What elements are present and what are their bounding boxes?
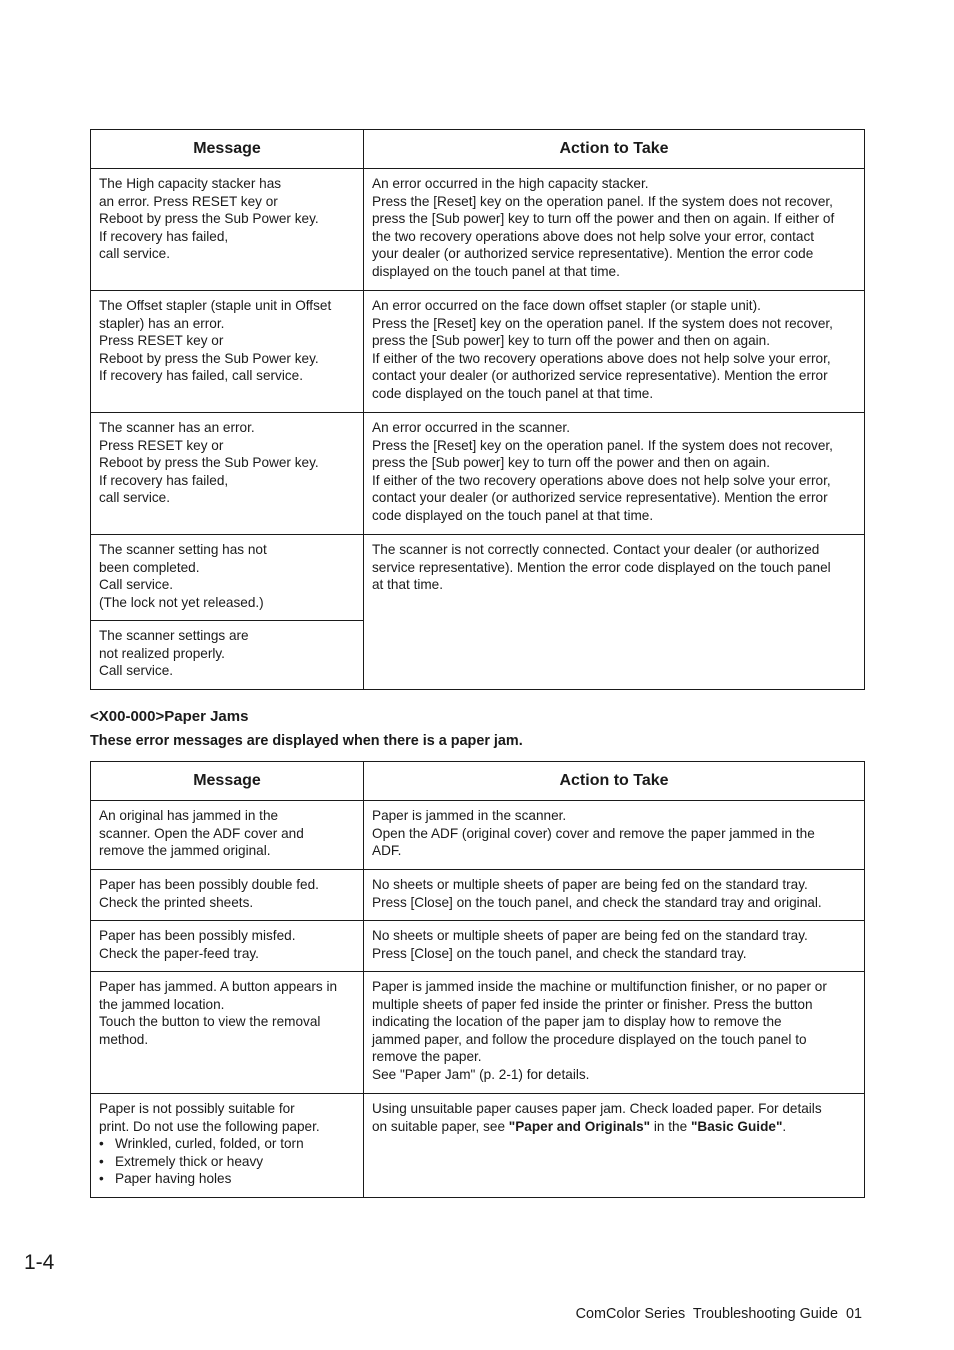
message-line: Reboot by press the Sub Power key. bbox=[99, 350, 319, 366]
table-row bbox=[91, 535, 865, 621]
action-line: contact your dealer (or authorized service representative). Mention the error bbox=[372, 368, 828, 384]
action-line: at that time. bbox=[372, 577, 444, 593]
table-header-row bbox=[91, 130, 865, 169]
action-cell bbox=[364, 535, 865, 690]
section-title: <X00-000>Paper Jams bbox=[90, 708, 249, 725]
message-line: not realized properly. bbox=[99, 645, 225, 661]
action-cell bbox=[364, 169, 865, 291]
action-line: code displayed on the touch panel at that time. bbox=[372, 507, 654, 523]
message-line: Reboot by press the Sub Power key. bbox=[99, 211, 319, 227]
action-line: If either of the two recovery operations above does not help solve your error, bbox=[372, 472, 831, 488]
table-row bbox=[91, 1094, 865, 1198]
message-cell bbox=[91, 169, 364, 291]
message-line: The High capacity stacker has bbox=[99, 176, 282, 191]
action-line: multiple sheets of paper fed inside the printer or finisher. Press the button bbox=[372, 996, 813, 1012]
table-row bbox=[91, 801, 865, 870]
message-line: Call service. bbox=[99, 577, 174, 593]
action-line: press the [Sub power] key to turn off the power and then on again. If either of bbox=[372, 211, 835, 227]
message-line: remove the jammed original. bbox=[99, 843, 271, 859]
action-text: in the bbox=[650, 1118, 691, 1134]
message-line: stapler) has an error. bbox=[99, 315, 225, 331]
action-line: your dealer (or authorized service representative). Mention the error code bbox=[372, 246, 814, 262]
action-line: Paper is jammed inside the machine or multifunction finisher, or no paper or bbox=[372, 979, 827, 994]
action-cell bbox=[364, 972, 865, 1094]
action-cell bbox=[364, 870, 865, 921]
section-description: These error messages are displayed when there is a paper jam. bbox=[90, 733, 523, 749]
message-line: The scanner setting has not bbox=[99, 542, 267, 557]
action-cell bbox=[364, 921, 865, 972]
action-line: press the [Sub power] key to turn off the power and then on again. bbox=[372, 333, 771, 349]
action-line: The scanner is not correctly connected. Contact your dealer (or authorized bbox=[372, 542, 820, 557]
action-line: press the [Sub power] key to turn off the power and then on again. bbox=[372, 455, 771, 471]
message-cell bbox=[91, 621, 364, 690]
action-line: remove the paper. bbox=[372, 1049, 482, 1065]
table-row bbox=[91, 413, 865, 535]
message-line: If recovery has failed, bbox=[99, 228, 229, 244]
column-header-message: Message bbox=[91, 130, 364, 169]
action-line: ADF. bbox=[372, 843, 402, 859]
message-line: The Offset stapler (staple unit in Offset bbox=[99, 298, 332, 313]
action-line: See "Paper Jam" (p. 2-1) for details. bbox=[372, 1066, 590, 1082]
message-cell bbox=[91, 291, 364, 413]
message-line: The scanner has an error. bbox=[99, 420, 255, 435]
message-line: If recovery has failed, bbox=[99, 472, 229, 488]
action-cell bbox=[364, 1094, 865, 1198]
page-number: 1-4 bbox=[24, 1251, 55, 1274]
action-line: If either of the two recovery operations above does not help solve your error, bbox=[372, 350, 831, 366]
message-line: method. bbox=[99, 1031, 149, 1047]
action-line: Press the [Reset] key on the operation panel. If the system does not recover, bbox=[372, 315, 833, 331]
message-line: An original has jammed in the bbox=[99, 808, 279, 823]
message-line: The scanner settings are bbox=[99, 628, 249, 643]
action-line: An error occurred on the face down offset stapler (or staple unit). bbox=[372, 298, 761, 313]
message-line: Paper has been possibly double fed. bbox=[99, 877, 319, 892]
unsuitable-paper-list bbox=[99, 1135, 356, 1188]
action-line: Press the [Reset] key on the operation panel. If the system does not recover, bbox=[372, 437, 833, 453]
action-cell bbox=[364, 413, 865, 535]
message-line: call service. bbox=[99, 246, 171, 262]
action-line: jammed paper, and follow the procedure displayed on the touch panel to bbox=[372, 1031, 807, 1047]
action-line: Press [Close] on the touch panel, and check the standard tray. bbox=[372, 945, 747, 961]
message-line: call service. bbox=[99, 490, 171, 506]
action-line: Press [Close] on the touch panel, and check the standard tray and original. bbox=[372, 894, 822, 910]
action-line: displayed on the touch panel at that time. bbox=[372, 263, 620, 279]
message-cell bbox=[91, 870, 364, 921]
footer-text: ComColor Series Troubleshooting Guide 01 bbox=[575, 1306, 862, 1322]
action-line: Open the ADF (original cover) cover and remove the paper jammed in the bbox=[372, 825, 815, 841]
action-line: indicating the location of the paper jam to display how to remove the bbox=[372, 1014, 782, 1030]
error-table bbox=[90, 129, 865, 690]
message-line: Check the printed sheets. bbox=[99, 894, 254, 910]
action-line: service representative). Mention the error code displayed on the touch panel bbox=[372, 559, 831, 575]
message-line: the jammed location. bbox=[99, 996, 225, 1012]
message-line: Touch the button to view the removal bbox=[99, 1014, 321, 1030]
message-line: Paper has been possibly misfed. bbox=[99, 928, 296, 943]
table-row bbox=[91, 870, 865, 921]
table-row bbox=[91, 921, 865, 972]
action-cell bbox=[364, 291, 865, 413]
message-line: Check the paper-feed tray. bbox=[99, 945, 259, 961]
message-cell bbox=[91, 972, 364, 1094]
column-header-action: Action to Take bbox=[364, 762, 865, 801]
table-header-row bbox=[91, 762, 865, 801]
message-line: Paper is not possibly suitable for bbox=[99, 1101, 295, 1116]
guide-reference-paper-and-originals: "Paper and Originals" bbox=[508, 1118, 651, 1134]
message-line: print. Do not use the following paper. bbox=[99, 1118, 320, 1134]
message-line: Reboot by press the Sub Power key. bbox=[99, 455, 319, 471]
action-line: No sheets or multiple sheets of paper are being fed on the standard tray. bbox=[372, 877, 808, 892]
column-header-message: Message bbox=[91, 762, 364, 801]
action-line: the two recovery operations above does not help solve your error, contact bbox=[372, 228, 815, 244]
action-text: on suitable paper, see bbox=[372, 1118, 509, 1134]
message-line: been completed. bbox=[99, 559, 200, 575]
action-line: contact your dealer (or authorized service representative). Mention the error bbox=[372, 490, 828, 506]
message-cell bbox=[91, 801, 364, 870]
message-line: (The lock not yet released.) bbox=[99, 594, 264, 610]
guide-reference-basic-guide: "Basic Guide" bbox=[690, 1118, 783, 1134]
action-line: An error occurred in the high capacity stacker. bbox=[372, 176, 649, 191]
message-line: If recovery has failed, call service. bbox=[99, 368, 303, 384]
message-line: Press RESET key or bbox=[99, 333, 224, 349]
list-item: • Extremely thick or heavy bbox=[99, 1153, 356, 1171]
table-row bbox=[91, 169, 865, 291]
message-cell bbox=[91, 921, 364, 972]
message-line: Press RESET key or bbox=[99, 437, 224, 453]
action-line: Using unsuitable paper causes paper jam. Check loaded paper. For details bbox=[372, 1101, 822, 1116]
list-item: • Wrinkled, curled, folded, or torn bbox=[99, 1135, 356, 1153]
action-cell bbox=[364, 801, 865, 870]
action-line: An error occurred in the scanner. bbox=[372, 420, 570, 435]
message-line: Call service. bbox=[99, 663, 174, 679]
message-cell bbox=[91, 1094, 364, 1198]
message-line: scanner. Open the ADF cover and bbox=[99, 825, 304, 841]
action-line: Press the [Reset] key on the operation panel. If the system does not recover, bbox=[372, 193, 833, 209]
table-row bbox=[91, 972, 865, 1094]
action-line bbox=[372, 1118, 857, 1136]
column-header-action: Action to Take bbox=[364, 130, 865, 169]
action-text: . bbox=[782, 1118, 787, 1134]
action-line: No sheets or multiple sheets of paper are being fed on the standard tray. bbox=[372, 928, 808, 943]
list-item: • Paper having holes bbox=[99, 1170, 356, 1188]
message-line: Paper has jammed. A button appears in bbox=[99, 979, 338, 994]
paper-jam-table bbox=[90, 761, 865, 1198]
message-line: an error. Press RESET key or bbox=[99, 193, 278, 209]
message-cell bbox=[91, 413, 364, 535]
table-row bbox=[91, 291, 865, 413]
message-cell bbox=[91, 535, 364, 621]
action-line: Paper is jammed in the scanner. bbox=[372, 808, 567, 823]
action-line: code displayed on the touch panel at that time. bbox=[372, 385, 654, 401]
